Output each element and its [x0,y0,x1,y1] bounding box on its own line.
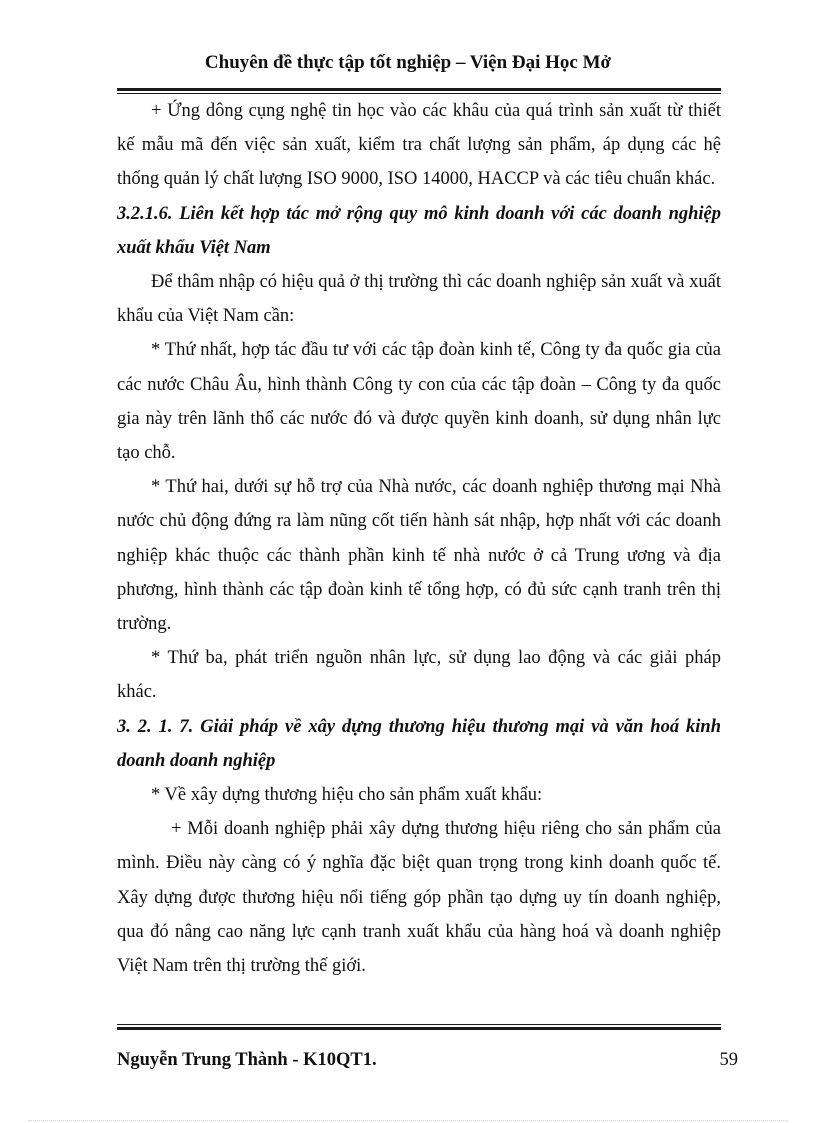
footer-author: Nguyễn Trung Thành - K10QT1. [117,1050,377,1070]
paragraph-brand-building: * Về xây dựng thương hiệu cho sản phẩm xuất khẩu: [151,785,543,806]
paragraph-brand-detail: + Mỗi doanh nghiệp phải xây dựng thương hiệu riêng cho sản phẩm của mình. Điều này càng có ý nghĩa đặc biệt quan trọng trong kinh doanh quốc tế. Xây dựng được thương hiệu nổi tiếng góp phần tạo dựng uy tín doanh nghiệp, qua đó nâng cao năng lực cạnh tranh xuất khẩu của hàng hoá và doanh nghiệp Việt Nam trên thị trường thế giới. [117,819,721,977]
footer-page-number: 59 [719,1050,738,1070]
document-body [117,94,721,983]
paragraph-second-point: * Thứ hai, dưới sự hỗ trợ của Nhà nước, các doanh nghiệp thương mại Nhà nước chủ động đứng ra làm nũng cốt tiến hành sát nhập, hợp nhất với các doanh nghiệp khác thuộc các thành phần kinh tế nhà nước ở cả Trung ương và địa phương, hình thành các tập đoàn kinh tế tổng hợp, có đủ sức cạnh tranh trên thị trường. [117,477,721,635]
footer-rule-thick [117,1027,721,1030]
paragraph-market-entry: Để thâm nhập có hiệu quả ở thị trường thì các doanh nghiệp sản xuất và xuất khẩu của Việt Nam cần: [117,272,721,327]
page-header-title: Chuyên đề thực tập tốt nghiệp – Viện Đại Học Mở [204,52,612,73]
section-heading-3-2-1-6: 3.2.1.6. Liên kết hợp tác mở rộng quy mô kinh doanh với các doanh nghiệp xuất khẩu Việt Nam [117,203,721,258]
footer-rule-thin [117,1024,721,1025]
paragraph-first-point: * Thứ nhất, hợp tác đầu tư với các tập đoàn kinh tế, Công ty đa quốc gia của các nước Châu Âu, hình thành Công ty con của các tập đoàn – Công ty đa quốc gia này trên lãnh thổ các nước đó và được quyền kinh doanh, sử dụng nhân lực tạo chỗ. [117,340,721,464]
page-edge-divider [28,1120,788,1121]
paragraph-technology: + Ứng dông cụng nghệ tin học vào các khâu của quá trình sản xuất từ thiết kế mẫu mã đến việc sản xuất, kiểm tra chất lượng sản phẩm, áp dụng các hệ thống quản lý chất lượng ISO 9000, ISO 14000, HACCP và các tiêu chuẩn khác. [117,101,721,190]
section-heading-3-2-1-7: 3. 2. 1. 7. Giải pháp về xây dựng thương hiệu thương mại và văn hoá kinh doanh doanh nghiệp [117,716,721,771]
paragraph-third-point: * Thứ ba, phát triển nguồn nhân lực, sử dụng lao động và các giải pháp khác. [117,648,721,703]
header-rule-thick [117,88,721,91]
